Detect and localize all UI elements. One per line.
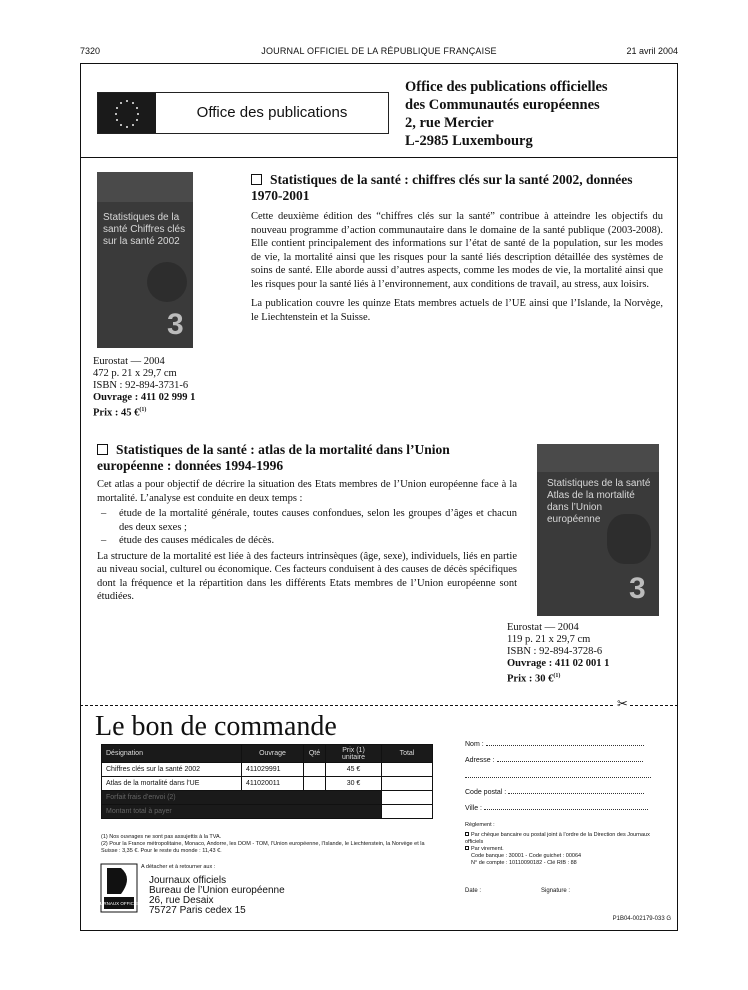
price-footnote: (1) bbox=[139, 407, 147, 413]
office-logo-box bbox=[97, 92, 389, 134]
address-line: 75727 Paris cedex 15 bbox=[149, 905, 246, 916]
book-meta-2 bbox=[507, 622, 609, 686]
return-address bbox=[149, 876, 285, 916]
title-text: Statistiques de la santé : atlas de la mortalité dans l’Union européenne : données 1994-1996 bbox=[97, 442, 450, 473]
eu-flag-icon bbox=[98, 93, 156, 133]
signature-label[interactable]: Signature : bbox=[541, 888, 571, 894]
cell-total[interactable] bbox=[382, 777, 433, 791]
meta-publisher: Eurostat — 2004 bbox=[507, 622, 579, 633]
column-header: Prix (1) unitaire bbox=[326, 745, 382, 763]
table-row bbox=[102, 805, 433, 819]
order-form-title: Le bon de commande bbox=[95, 711, 337, 742]
issue-date: 21 avril 2004 bbox=[626, 46, 678, 56]
order-checkbox-2[interactable] bbox=[97, 444, 108, 455]
office-line: L-2985 Luxembourg bbox=[405, 133, 533, 149]
journaux-officiels-logo bbox=[94, 864, 144, 912]
cell-designation: Atlas de la mortalité dans l’UE bbox=[102, 777, 242, 791]
meta-ouvrage: Ouvrage : 411 02 001 1 bbox=[507, 658, 610, 669]
note-line: (1) Nos ouvrages ne sont pas assujettis à la TVA. bbox=[101, 834, 222, 840]
cell-shipping-total[interactable] bbox=[382, 791, 433, 805]
payment-label: Règlement : bbox=[465, 822, 495, 828]
name-field[interactable] bbox=[465, 740, 644, 748]
postal-code-field[interactable] bbox=[465, 788, 644, 796]
table-row bbox=[102, 791, 433, 805]
book-meta-1 bbox=[93, 356, 195, 420]
column-header: Total bbox=[382, 745, 433, 763]
publisher-banner bbox=[81, 64, 677, 158]
cell-grand-total[interactable] bbox=[382, 805, 433, 819]
meta-publisher: Eurostat — 2004 bbox=[93, 356, 165, 367]
table-row bbox=[102, 763, 433, 777]
price-value: Prix : 30 € bbox=[507, 673, 554, 685]
cover-text: Statistiques de la santé Chiffres clés sur la santé 2002 bbox=[103, 212, 186, 247]
publication-description-1 bbox=[251, 210, 663, 330]
cell-price: 45 € bbox=[326, 763, 382, 777]
field-label: Nom : bbox=[465, 741, 484, 748]
date-label[interactable]: Date : bbox=[465, 888, 482, 894]
column-header: Ouvrage bbox=[242, 745, 304, 763]
book-cover-1 bbox=[97, 172, 193, 348]
payment-section bbox=[465, 822, 665, 867]
book-cover-2 bbox=[537, 444, 659, 616]
cell-designation: Chiffres clés sur la santé 2002 bbox=[102, 763, 242, 777]
title-text: Statistiques de la santé : chiffres clés sur la santé 2002, données 1970-2001 bbox=[251, 172, 633, 203]
cover-number: 3 bbox=[167, 308, 184, 341]
meta-pages: 472 p. 21 x 29,7 cm bbox=[93, 368, 177, 379]
order-notes bbox=[101, 834, 431, 855]
meta-price bbox=[93, 404, 195, 420]
page-number: 7320 bbox=[80, 46, 101, 56]
option-text: Par chèque bancaire ou postal joint à l’ordre de la Direction des Journaux officiels bbox=[465, 832, 650, 845]
description-intro: Cet atlas a pour objectif de décrire la situation des Etats membres de l’Union européenne face à la mortalité. L’analyse est conduite en deux temps : bbox=[97, 479, 517, 504]
order-checkbox-1[interactable] bbox=[251, 174, 262, 185]
order-table bbox=[101, 744, 433, 819]
cover-text: Statistiques de la santé Atlas de la mortalité dans l’Union européenne bbox=[547, 478, 651, 525]
grand-total-label: Montant total à payer bbox=[102, 805, 382, 819]
page-header bbox=[80, 46, 678, 60]
column-header: Désignation bbox=[102, 745, 242, 763]
office-address bbox=[405, 78, 608, 150]
checkbox-transfer[interactable] bbox=[465, 846, 469, 850]
bullet-text: étude des causes médicales de décès. bbox=[119, 535, 275, 546]
description-paragraph: La publication couvre les quinze Etats membres actuels de l’UE ainsi que l’Islande, la Norvège, le Liechtenstein et la Suisse. bbox=[251, 298, 663, 323]
payment-option-transfer[interactable] bbox=[465, 846, 665, 853]
reference-code: P1B04-002179-033 G bbox=[612, 916, 671, 922]
bullet-item: – étude de la mortalité générale, toutes causes confondues, selon les groupes d’âges et chacun des deux sexes ; bbox=[101, 508, 517, 533]
detach-label: A détacher et à retourner aux : bbox=[141, 864, 216, 870]
meta-isbn: ISBN : 92-894-3728-6 bbox=[507, 646, 603, 657]
date-signature bbox=[465, 888, 665, 894]
office-line: des Communautés européennes bbox=[405, 97, 600, 113]
cell-ouvrage: 411020011 bbox=[242, 777, 304, 791]
cell-price: 30 € bbox=[326, 777, 382, 791]
bullet-text: étude de la mortalité générale, toutes causes confondues, selon les groupes d’âges et chacun des deux sexes ; bbox=[119, 508, 517, 533]
field-label: Code postal : bbox=[465, 789, 507, 796]
logo-text: JOURNAUX OFFICIELS bbox=[94, 901, 144, 906]
shipping-label: Forfait frais d’envoi (2) bbox=[102, 791, 382, 805]
address-field[interactable] bbox=[465, 756, 643, 764]
meta-ouvrage: Ouvrage : 411 02 999 1 bbox=[93, 392, 196, 403]
field-label: Ville : bbox=[465, 805, 482, 812]
cell-quantity[interactable] bbox=[304, 777, 326, 791]
meta-isbn: ISBN : 92-894-3731-6 bbox=[93, 380, 189, 391]
office-line: Office des publications officielles bbox=[405, 79, 608, 95]
bullet-item: – étude des causes médicales de décès. bbox=[101, 535, 275, 546]
account-line: N° de compte : 10110090182 - Clé RIB : 88 bbox=[471, 860, 577, 866]
bank-line: Code banque : 30001 - Code guichet : 00064 bbox=[471, 853, 582, 859]
checkbox-cheque[interactable] bbox=[465, 832, 469, 836]
price-value: Prix : 45 € bbox=[93, 407, 140, 419]
meta-price bbox=[507, 670, 609, 686]
field-label: Adresse : bbox=[465, 757, 495, 764]
address-line: 26, rue Desaix bbox=[149, 895, 214, 906]
address-field-line2[interactable] bbox=[465, 772, 651, 780]
address-line: Journaux officiels bbox=[149, 875, 227, 886]
cut-line bbox=[80, 705, 678, 706]
meta-pages: 119 p. 21 x 29,7 cm bbox=[507, 634, 591, 645]
column-header: Qté bbox=[304, 745, 326, 763]
option-text: Par virement. bbox=[471, 846, 504, 852]
payment-option-cheque[interactable] bbox=[465, 832, 665, 846]
publication-title-2 bbox=[97, 442, 517, 474]
announcement-frame bbox=[80, 63, 678, 931]
city-field[interactable] bbox=[465, 804, 648, 812]
cell-quantity[interactable] bbox=[304, 763, 326, 777]
table-row bbox=[102, 777, 433, 791]
office-logo-label: Office des publications bbox=[196, 104, 348, 121]
scissors-icon: ✂ bbox=[617, 697, 628, 712]
office-line: 2, rue Mercier bbox=[405, 115, 494, 131]
publication-description-2 bbox=[97, 478, 517, 610]
cell-ouvrage: 411029991 bbox=[242, 763, 304, 777]
publication-title-1 bbox=[251, 172, 663, 204]
description-paragraph: Cette deuxième édition des “chiffres clés sur la santé” contribue à atteindre les objectifs du nouveau programme d’action communautaire dans le domaine de la santé publique (2003-2008). Elle contient principalement des informations sur l’état de santé de la population, sur les modes de vie, la mortalité ainsi que les risques pour la santé liés description détaillée des systèmes de soins de santé. Elle aborde aussi d’autres aspects, comme les modes de vie, la mortalité ainsi que les risques pour la santé liés à l’environnement, aux conditions de travail, au stress, aux loisirs. bbox=[251, 211, 663, 290]
address-line: Bureau de l’Union européenne bbox=[149, 885, 285, 896]
price-footnote: (1) bbox=[553, 673, 561, 679]
cover-number: 3 bbox=[629, 572, 646, 605]
note-line: (2) Pour la France métropolitaine, Monaco, Andorre, les DOM - TOM, l’Union européenne, l’Islande, le Liechtenstein, la Norvège et la Suisse : 3,35 €. Pour le reste du monde : 11,43 €. bbox=[101, 841, 425, 854]
cell-total[interactable] bbox=[382, 763, 433, 777]
journal-title: JOURNAL OFFICIEL DE LA RÉPUBLIQUE FRANÇAISE bbox=[261, 46, 497, 56]
description-outro: La structure de la mortalité est liée à des facteurs intrinsèques (âge, sexe), individuels, liés en partie au niveau social, culturel ou économique. Ces facteurs conduisent à des causes de décès spécifiques dont la fréquence et la répartition dans les différents Etats membres de l’Union européenne sont étudiées. bbox=[97, 550, 517, 602]
